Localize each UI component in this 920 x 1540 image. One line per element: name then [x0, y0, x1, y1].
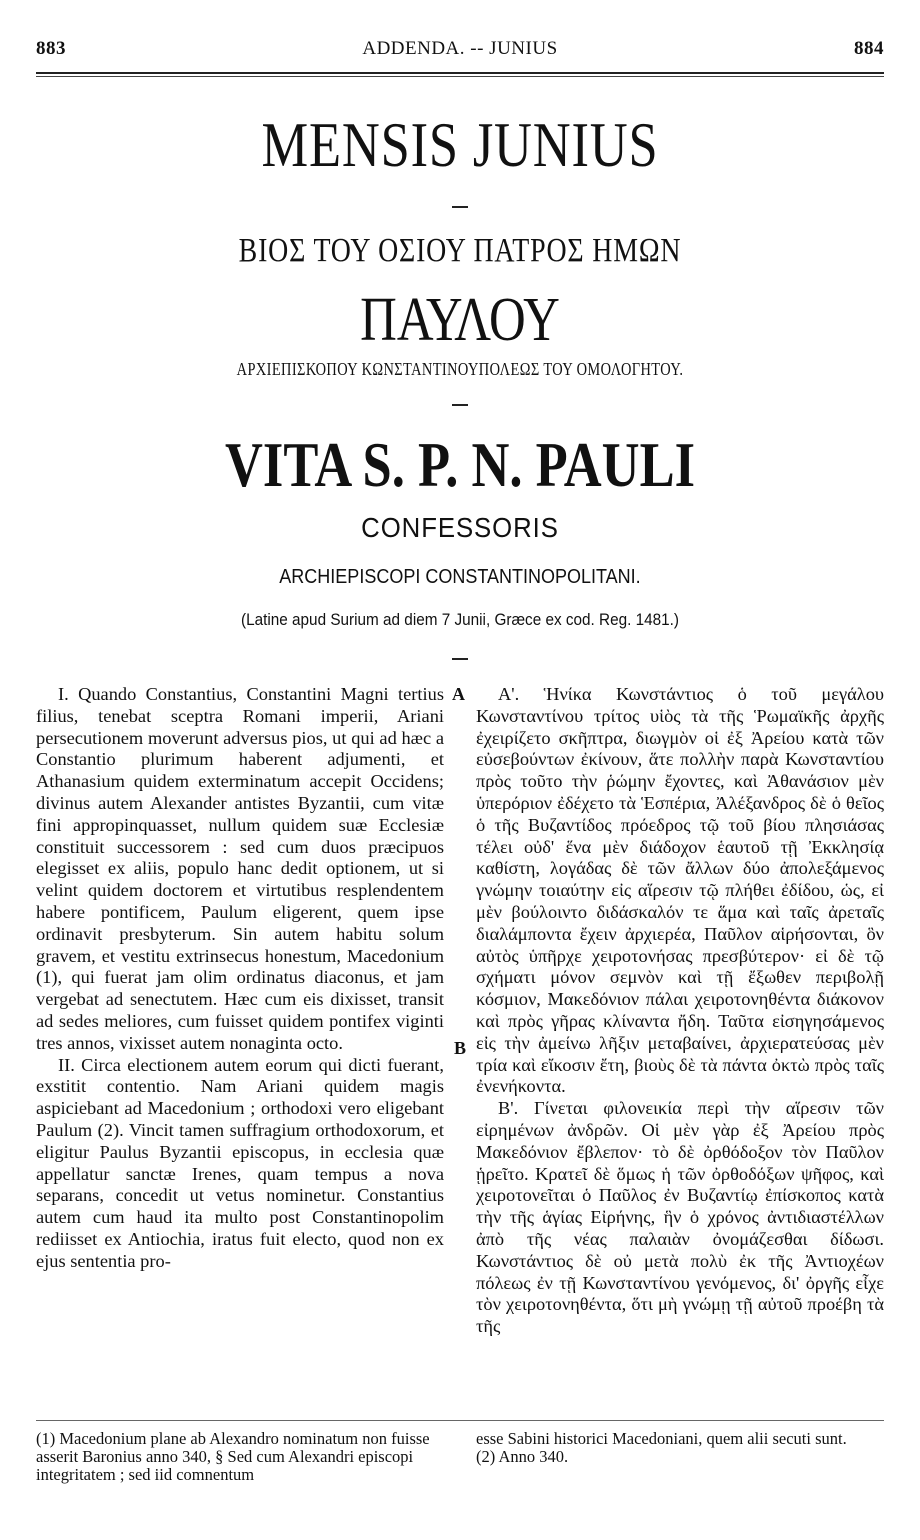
- latin-column: [36, 684, 444, 1273]
- latin-subtitle-archiepiscopi: ARCHIEPISCOPI CONSTANTINOPOLITANI.: [279, 566, 641, 588]
- footnote-right: [476, 1430, 886, 1466]
- title-dash: [452, 404, 468, 406]
- latin-title: VITA S. P. N. PAULI: [225, 429, 695, 500]
- greek-subtitle: ΑΡΧΙΕΠΙΣΚΟΠΟΥ ΚΩΝΣΤΑΝΤΙΝΟΥΠΟΛΕΩΣ ΤΟΥ ΟΜΟΛΟΓΗΤΟΥ.: [236, 359, 684, 379]
- page-number-left: 883: [36, 38, 66, 59]
- greek-column: [476, 684, 884, 1338]
- latin-paragraph-1: I. Quando Constantius, Constantini Magni tertius filius, tenebat sceptra Romani imperii, Ariani persecutionem moverunt adversus pios, ut qui ad hæc a Constantio plurimum haberent adjumenti, et Athanasium quidem exterminatum accepit Occidens; divinus autem Alexander antistes Byzantii, cum vitæ fini appropinquasset, nullum quidem suæ Ecclesiæ constituit successorem : sed cum duos præcipuos elegisset ex aliis, populo hanc dedit optionem, ut si velint quidem doctorem et virtutibus resplendentem habere pontificem, Paulum eligerent, quem ipse ordinavit presbyterum. Sin autem habitu solum gravem, et vestitu extrinsecus honestum, Macedonium (1), qui fuerat jam olim ordinatus diaconus, et jam vergebat ad senectutem. Hæc cum eis dixisset, transit ad sedes meliores, cum fuisset quidem pontifex viginti tres annos, vixisset autem nonaginta octo.: [36, 684, 444, 1053]
- latin-paragraph-2: II. Circa electionem autem eorum qui dicti fuerant, exstitit contentio. Nam Ariani quidem magis aspiciebant ad Macedonium ; orthodoxi vero eligebant Paulum (2). Vincit tamen suffragium orthodoxorum, et eligitur Paulus Byzantii episcopus, in ecclesia quæ appellatur sanctæ Irenes, quam tempus a nova separans, concedit ut vetus nominetur. Constantius autem cum haud ita multo post Constantinopolim rediisset ex Antiochia, iratus fuit electo, quod non ex ejus sententia pro-: [36, 1054, 444, 1271]
- footnote-1-continued: esse Sabini historici Macedoniani, quem alii secuti sunt.: [476, 1429, 847, 1448]
- footnote-rule: [36, 1420, 884, 1421]
- footnote-2: (2) Anno 340.: [476, 1447, 569, 1466]
- month-title: MENSIS JUNIUS: [261, 109, 659, 180]
- greek-paragraph-2: Β'. Γίνεται φιλονεικία περὶ τὴν αἵρεσιν τῶν εἰρημένων ἀνδρῶν. Οἱ μὲν γὰρ ἐξ Ἀρείου πρὸς Μακεδόνιον ἔβλεπον· τὸ δὲ ὀρθόδοξον τὸν Παῦλον ᾑρεῖτο. Κρατεῖ δὲ ὅμως ἡ τῶν ὀρθοδόξων ψῆφος, καὶ χειροτονεῖται ὁ Παῦλος ἐν Βυζαντίῳ ἐπίσκοπος κατὰ τὴν τῆς ἁγίας Εἰρήνης, ἣν ὁ χρόνος ἀντιδιαστέλλων ἀπὸ τῆς νέας παλαιὰν ὀνομάζεσθαι δίδωσι. Κωνστάντιος δὲ οὐ μετὰ πολὺ ἐκ τῆς Ἀντιοχέων πόλεως ἐν τῇ Κωνσταντίνου γενόμενος, δι' ὀργῆς εἶχε τὸν χειροτονηθέντα, ὅτι μὴ γνώμῃ τῇ αὐτοῦ προέβη τὰ τῆς: [476, 1098, 884, 1337]
- running-header: [36, 38, 884, 62]
- greek-name: ΠΑΥΛΟΥ: [360, 286, 560, 354]
- title-dash: [452, 658, 468, 660]
- page-number-right: 884: [854, 38, 884, 59]
- margin-mark-b: B: [454, 1038, 467, 1058]
- title-dash: [452, 206, 468, 208]
- running-title: ADDENDA. -- JUNIUS: [362, 38, 558, 59]
- latin-subtitle-confessoris: CONFESSORIS: [361, 512, 559, 543]
- greek-title-line: ΒΙΟΣ ΤΟΥ ΟΣΙΟΥ ΠΑΤΡΟΣ ΗΜΩΝ: [238, 232, 682, 269]
- footnote-1: (1) Macedonium plane ab Alexandro nominatum non fuisse asserit Baronius anno 340, § Sed cum Alexandri episcopi integritatem ; sed iid comnentum: [36, 1429, 430, 1484]
- source-note: (Latine apud Surium ad diem 7 Junii, Græce ex cod. Reg. 1481.): [241, 610, 679, 629]
- header-rule: [36, 72, 884, 74]
- footnote-left: [36, 1430, 446, 1484]
- header-rule-thin: [36, 76, 884, 77]
- margin-mark-a: A: [452, 684, 465, 704]
- greek-paragraph-1: Α'. Ἡνίκα Κωνστάντιος ὁ τοῦ μεγάλου Κωνσταντίνου τρίτος υἱὸς τὰ τῆς Ῥωμαϊκῆς ἀρχῆς ἐχειρίζετο σκῆπτρα, διωγμὸν οἱ ἐξ Ἀρείου κατὰ τῶν εὐσεβούντων ἐκίνουν, ἅτε πολλὴν παρὰ Κωνσταντίου πρὸς τοῦτο τὴν ῥώμην ἔχοντες, καὶ Ἀθανάσιον μὲν ὑπερόριον ἐδέχετο τὰ Ἑσπέρια, Ἀλέξανδρος δὲ ὁ θεῖος ὁ τῆς Βυζαντίδος πρόεδρος τῷ τοῦ βίου πλησιάσας τέλει οὐδ' ἕνα μὲν διάδοχον ἑαυτοῦ τῇ Ἐκκλησίᾳ καθίστη, λογάδας δὲ τῶν ἄλλων δύο ἀπολεξάμενος γνώμην τοιαύτην εἰς αἵρεσιν τῷ πλήθει ἐδίδου, ὡς, εἰ μὲν βούλοιντο διδάσκαλόν τε ἅμα καὶ ταῖς ἀρεταῖς διαλάμποντα ἔχειν ἀρχιερέα, Παῦλον αἱρήσονται, ὃν αὐτὸς ὑπῆρχε χειροτονήσας πρεσβύτερον· εἰ δὲ τῷ σχήματι μόνον σεμνὸν καὶ τῇ ἔξωθεν περιβολῇ κόσμιον, Μακεδόνιον πάλαι χειροτονηθέντα διάκονον καὶ πρὸς γῆρας κλίναντα ἤδη. Ταῦτα εἰσηγησάμενος εἰς τὴν ἀμείνω λῆξιν μεταβαίνει, ἀρχιερατεύσας μὲν τρία καὶ εἴκοσιν ἔτη, βιοὺς δὲ τὰ πάντα ὀκτὼ πρὸς ταῖς ἐνενήκοντα.: [476, 684, 884, 1097]
